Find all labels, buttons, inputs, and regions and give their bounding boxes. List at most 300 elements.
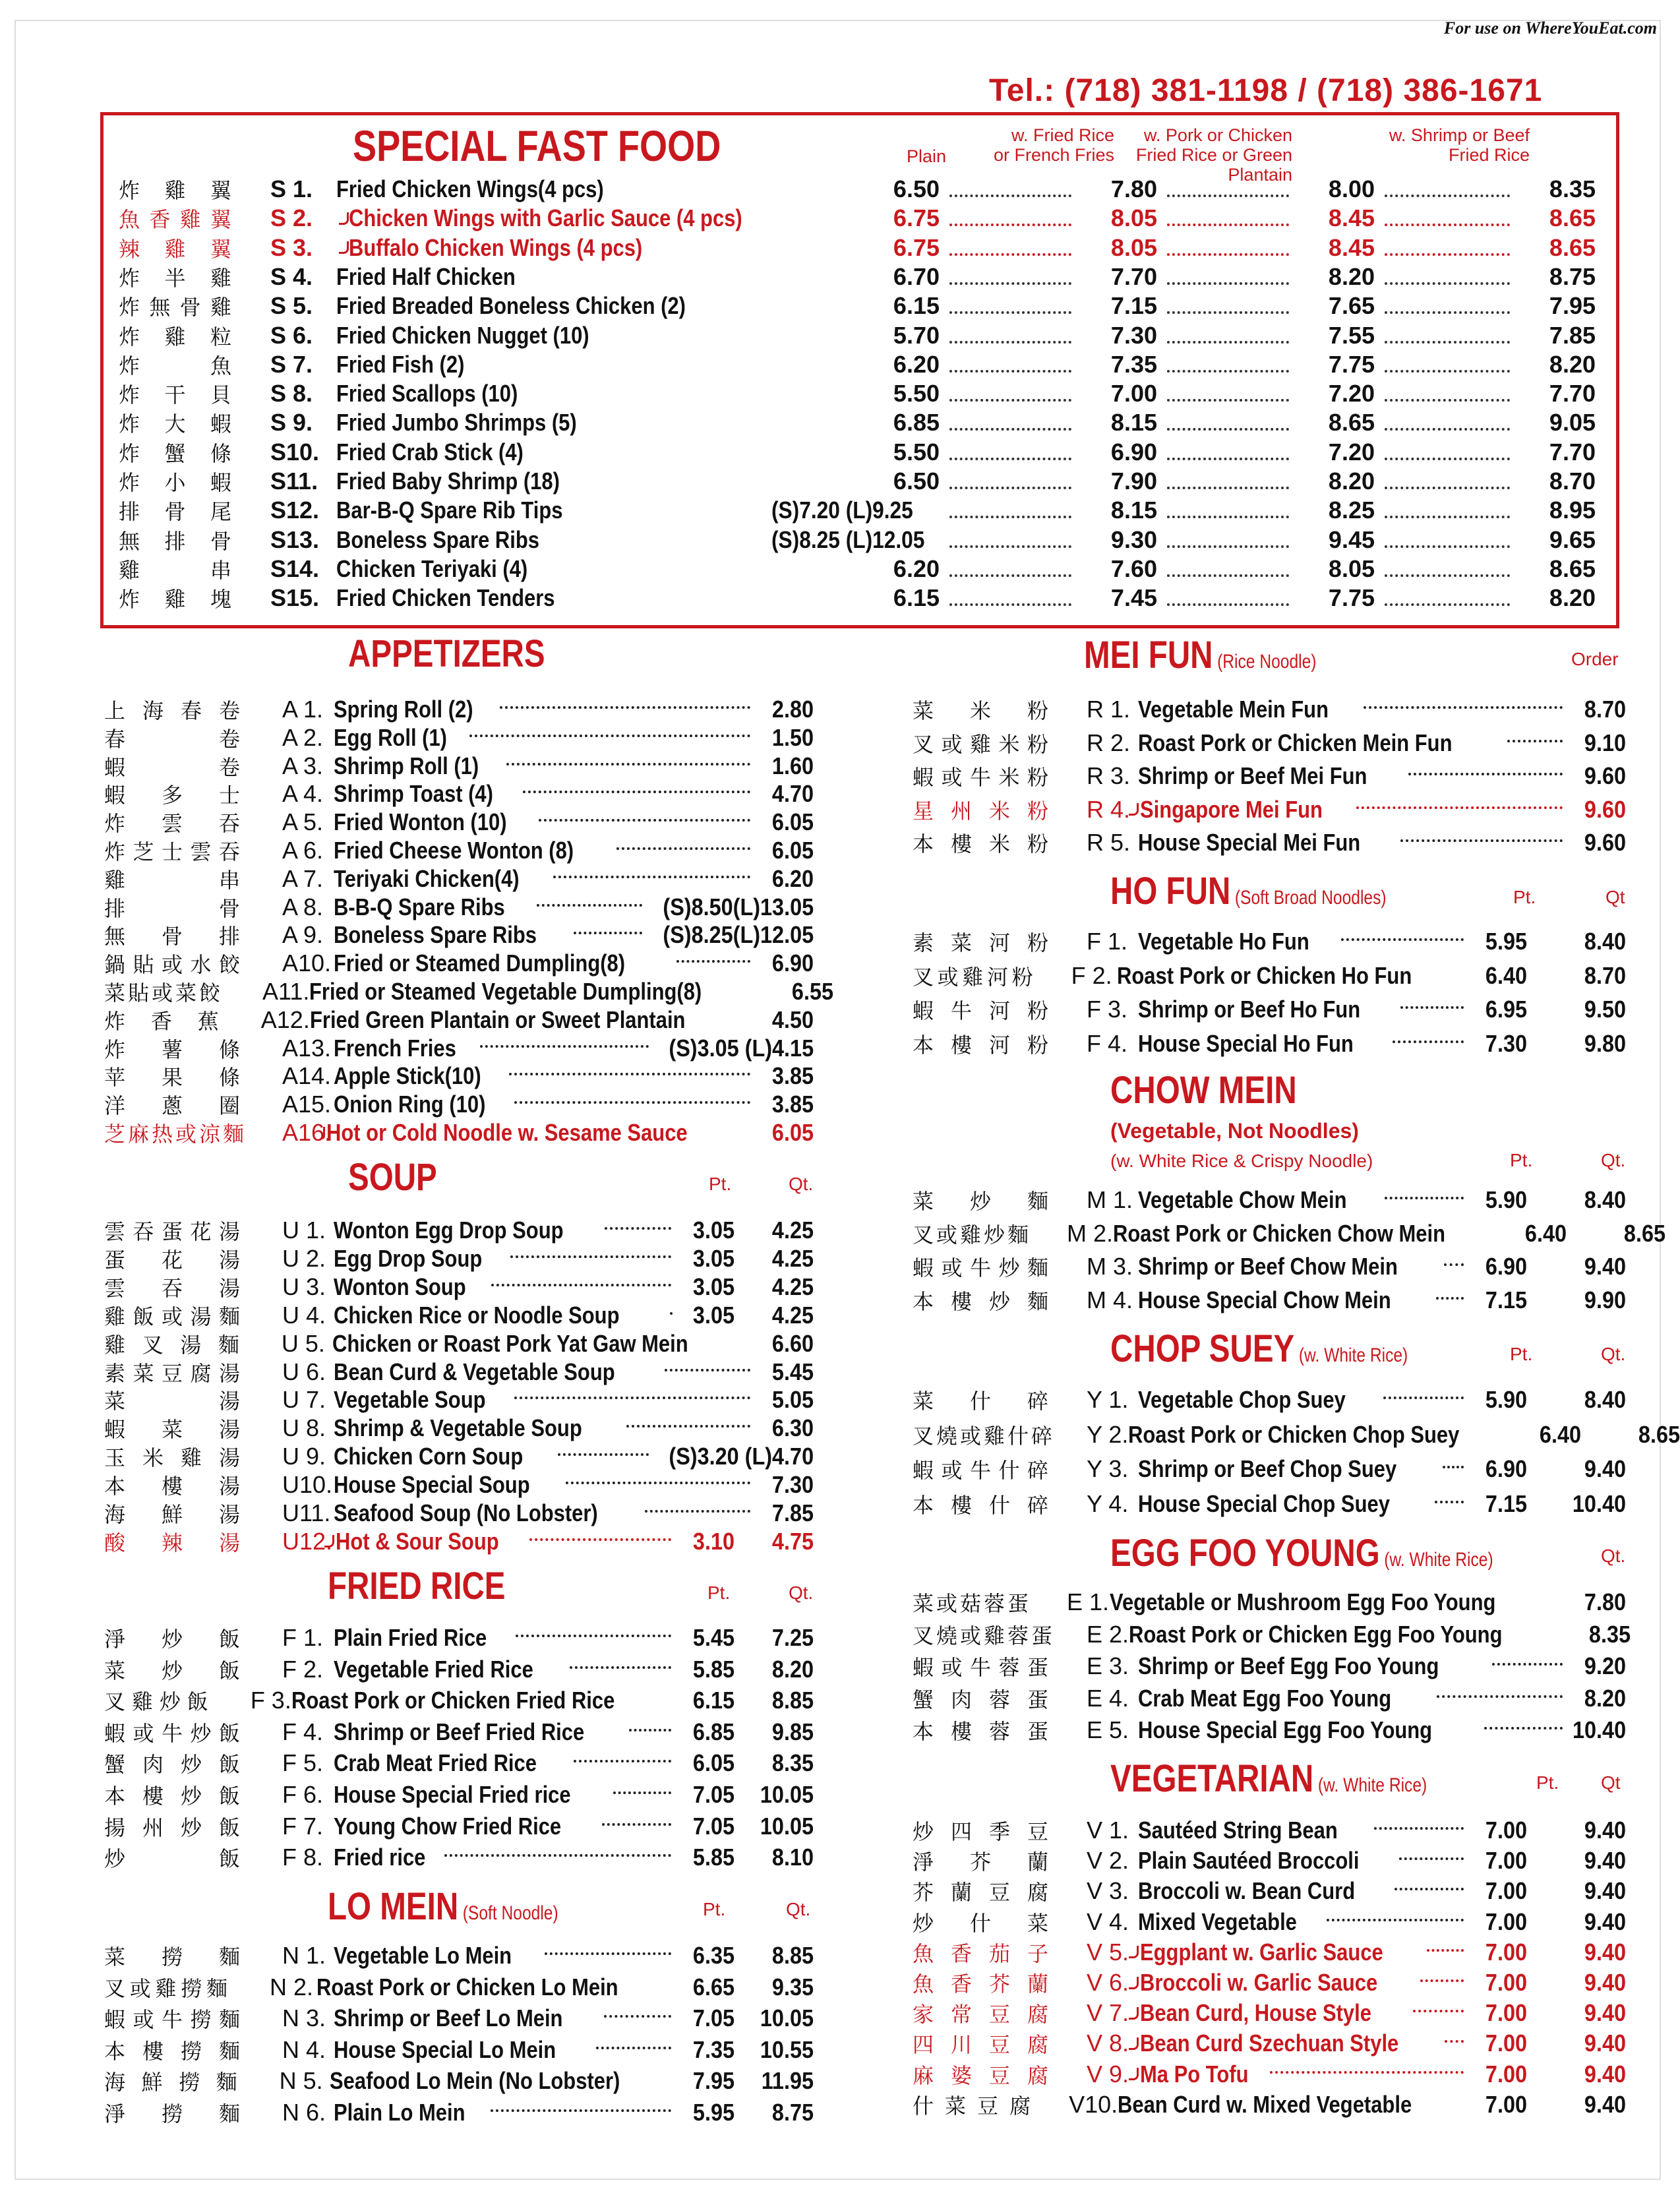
dot-leader xyxy=(1167,487,1289,489)
item-name: House Special Mei Fun xyxy=(1138,829,1361,856)
item-name: Wonton Egg Drop Soup xyxy=(334,1217,564,1244)
dot-leader xyxy=(596,2047,671,2049)
item-price-pint: 5.95 xyxy=(1485,928,1527,955)
dot-leader xyxy=(1167,545,1289,548)
menu-item-row xyxy=(104,1623,814,1652)
item-code: U 9. xyxy=(282,1443,326,1470)
menu-item-row xyxy=(104,1329,814,1358)
dot-leader xyxy=(1507,740,1563,742)
item-code: F 7. xyxy=(282,1812,324,1840)
menu-item-row xyxy=(104,1062,814,1091)
item-code: V 6. xyxy=(1087,1969,1129,1996)
item-price-pint: 6.35 xyxy=(692,1942,735,1969)
section-title xyxy=(328,1884,558,1929)
menu-item-row xyxy=(104,1442,814,1471)
item-price: 7.55 xyxy=(1328,321,1375,349)
menu-item-row xyxy=(104,1358,814,1387)
dot-leader xyxy=(1427,1949,1464,1952)
item-code: R 5. xyxy=(1087,829,1131,856)
dot-leader xyxy=(1385,282,1510,285)
menu-item-row xyxy=(104,2035,814,2064)
column-header: Qt. xyxy=(789,1174,814,1194)
item-code: M 4. xyxy=(1087,1286,1133,1313)
dot-leader xyxy=(676,960,750,963)
dot-leader xyxy=(1167,311,1289,314)
dot-leader xyxy=(613,1791,671,1794)
menu-item-row xyxy=(104,1812,814,1841)
section-subtitle: (Rice Noodle) xyxy=(1217,651,1317,673)
dot-leader xyxy=(949,516,1071,518)
menu-item-row xyxy=(104,752,814,781)
dot-leader xyxy=(1400,839,1563,842)
item-price-pint: 5.95 xyxy=(692,2098,735,2126)
item-code: N 1. xyxy=(282,1942,326,1969)
item-chinese-name: 炸魚 xyxy=(119,353,234,378)
item-code: M 1. xyxy=(1087,1186,1133,1213)
item-code: A 4. xyxy=(282,780,324,808)
item-price: 6.55 xyxy=(791,978,833,1005)
item-chinese-name: 四川豆腐 xyxy=(913,2032,1051,2058)
item-price: 8.15 xyxy=(1110,409,1157,436)
item-name: Bean Curd & Vegetable Soup xyxy=(334,1358,615,1385)
item-name: Shrimp or Beef Chow Mein xyxy=(1138,1253,1398,1280)
menu-item-row xyxy=(104,1470,814,1499)
item-chinese-name: 炒飯 xyxy=(104,1846,243,1872)
menu-item-row xyxy=(104,949,814,978)
item-chinese-name: 本樓什碎 xyxy=(913,1492,1051,1518)
item-code: V 4. xyxy=(1087,1908,1129,1935)
dot-leader xyxy=(1385,603,1510,606)
column-header: Pt. xyxy=(1510,1344,1533,1364)
item-code: A15. xyxy=(282,1091,332,1118)
item-price: 9.30 xyxy=(1110,526,1157,553)
item-price-quart: 8.85 xyxy=(771,1687,814,1714)
item-code: N 3. xyxy=(282,2004,326,2031)
item-price-pint: 3.10 xyxy=(692,1527,735,1555)
item-code: F 4. xyxy=(282,1718,324,1745)
item-name: Eggplant w. Garlic Sauce xyxy=(1140,1938,1383,1966)
dot-leader xyxy=(1444,1263,1464,1266)
item-code: A 8. xyxy=(282,893,324,920)
item-name: Shrimp or Beef Ho Fun xyxy=(1138,996,1361,1023)
item-price: 9.05 xyxy=(1549,409,1596,436)
item-chinese-name: 炸蟹條 xyxy=(119,440,234,466)
item-name: Vegetable Fried Rice xyxy=(334,1655,533,1683)
column-header: Pt. xyxy=(1513,887,1536,907)
dot-leader xyxy=(1436,1297,1464,1300)
item-code: R 2. xyxy=(1087,729,1131,756)
item-price: 6.15 xyxy=(893,584,940,612)
item-name: Fried Chicken Nugget (10) xyxy=(336,321,589,349)
item-price: 9.45 xyxy=(1328,526,1375,553)
item-price-pint: 7.00 xyxy=(1485,1908,1527,1935)
item-code: A 3. xyxy=(282,752,324,779)
item-name: Vegetable Mein Fun xyxy=(1138,696,1329,723)
item-price: 6.20 xyxy=(893,350,940,378)
item-price: 9.10 xyxy=(1584,729,1626,756)
item-price-quart: 9.40 xyxy=(1584,1455,1626,1482)
menu-item-row xyxy=(104,1843,814,1872)
hot-spicy-icon xyxy=(339,212,349,225)
menu-item-row xyxy=(913,1286,1626,1315)
item-chinese-name: 淨撈麵 xyxy=(104,2101,243,2126)
item-price-quart: 9.50 xyxy=(1584,996,1626,1023)
item-code: V 2. xyxy=(1087,1847,1129,1875)
menu-item-row xyxy=(913,1029,1626,1058)
item-name: Seafood Soup (No Lobster) xyxy=(334,1499,598,1526)
item-chinese-name: 雲吞湯 xyxy=(104,1275,243,1301)
hot-spicy-icon xyxy=(1129,2007,1139,2020)
section-title-text: EGG FOO YOUNG xyxy=(1110,1532,1380,1575)
item-price-pint: 7.05 xyxy=(692,1781,735,1808)
menu-item-row xyxy=(913,1938,1626,1967)
item-price: 6.75 xyxy=(893,204,940,232)
dot-leader xyxy=(645,1510,750,1513)
dot-leader xyxy=(949,487,1071,489)
dot-leader xyxy=(1364,706,1563,709)
section-subtitle: (w. White Rice & Crispy Noodle) xyxy=(1110,1151,1373,1171)
menu-item-row xyxy=(913,1816,1626,1845)
dot-leader xyxy=(553,876,750,878)
menu-item-row xyxy=(913,995,1626,1024)
item-price-pint: 6.40 xyxy=(1485,961,1527,989)
item-name: Bar-B-Q Spare Rib Tips xyxy=(336,497,563,524)
dot-leader xyxy=(949,341,1071,344)
menu-item-row xyxy=(104,1499,814,1528)
item-chinese-name: 炒四季豆 xyxy=(913,1819,1051,1844)
menu-item-row xyxy=(104,2066,814,2095)
menu-item-row xyxy=(104,695,814,724)
menu-item-row xyxy=(913,1620,1631,1649)
item-price-quart: 10.40 xyxy=(1572,1490,1626,1517)
item-price-quart: 8.40 xyxy=(1584,1386,1626,1413)
section-title xyxy=(1110,1757,1427,1801)
section-subtitle: (w. White Rice) xyxy=(1298,1344,1408,1366)
section-title xyxy=(1110,1068,1297,1112)
dot-leader xyxy=(566,1482,750,1484)
item-chinese-name: 芝麻热或涼麵 xyxy=(104,1122,247,1147)
item-code: A16. xyxy=(282,1119,332,1146)
item-code: A 1. xyxy=(282,696,324,723)
dot-leader xyxy=(629,1729,671,1731)
item-name: Chicken Corn Soup xyxy=(334,1443,524,1470)
item-name: French Fries xyxy=(334,1034,456,1062)
item-name: Shrimp or Beef Fried Rice xyxy=(334,1718,585,1745)
item-price: 6.60 xyxy=(771,1329,814,1357)
item-code: N 2. xyxy=(269,1973,313,2001)
section-title xyxy=(328,1564,506,1608)
item-chinese-name: 什菜豆腐 xyxy=(913,2093,1034,2119)
item-code: U 8. xyxy=(282,1414,326,1442)
item-chinese-name: 蝦卷 xyxy=(104,754,243,780)
item-name: Shrimp or Beef Mei Fun xyxy=(1138,762,1367,789)
item-chinese-name: 菜炒飯 xyxy=(104,1658,243,1683)
item-price-quart: 9.40 xyxy=(1584,1847,1626,1875)
item-price-quart: 8.40 xyxy=(1584,928,1626,955)
item-price-pint: 6.65 xyxy=(692,1973,735,2001)
menu-item-row xyxy=(913,2060,1626,2089)
menu-item-row xyxy=(104,893,814,922)
item-name: Vegetable Lo Mein xyxy=(334,1942,512,1969)
item-chinese-name: 炸無骨雞 xyxy=(119,295,234,320)
item-code: M 3. xyxy=(1087,1253,1133,1280)
item-name: Plain Sautéed Broccoli xyxy=(1138,1847,1360,1875)
item-chinese-name: 雞飯或湯麵 xyxy=(104,1304,243,1329)
item-name: Chicken Teriyaki (4) xyxy=(336,555,528,582)
item-code: Y 2. xyxy=(1087,1420,1129,1448)
item-price-quart: 10.55 xyxy=(760,2035,814,2063)
item-price: 6.05 xyxy=(771,837,814,864)
item-code: U 2. xyxy=(282,1244,326,1272)
item-price: 6.70 xyxy=(893,262,940,290)
item-name: Young Chow Fried Rice xyxy=(334,1812,562,1840)
item-name: Roast Pork or Chicken Ho Fun xyxy=(1116,961,1412,989)
menu-item-row xyxy=(104,1686,814,1715)
menu-item-row xyxy=(104,1973,814,2002)
menu-item-row xyxy=(104,836,814,865)
hot-spicy-icon xyxy=(1129,803,1139,816)
item-name: Apple Stick(10) xyxy=(334,1062,481,1090)
dot-leader xyxy=(1167,516,1289,518)
item-chinese-name: 素菜豆腐湯 xyxy=(104,1360,243,1386)
item-price: 8.25 xyxy=(1328,497,1375,524)
dot-leader xyxy=(1385,516,1510,518)
item-price: 7.75 xyxy=(1328,350,1375,378)
item-price: 6.90 xyxy=(1110,438,1157,466)
item-price-pint: 3.05 xyxy=(692,1273,735,1300)
dot-leader xyxy=(1167,603,1289,606)
dot-leader xyxy=(1420,1979,1464,1982)
dot-leader xyxy=(1385,311,1510,314)
menu-item-row xyxy=(913,1877,1626,1906)
dot-leader xyxy=(491,2109,671,2112)
dot-leader xyxy=(1167,224,1289,226)
dot-leader xyxy=(949,574,1071,577)
item-code: V 7. xyxy=(1087,1999,1129,2027)
item-name: Broccoli w. Garlic Sauce xyxy=(1140,1969,1378,1996)
item-price-quart: 8.35 xyxy=(771,1749,814,1777)
dot-leader xyxy=(949,428,1071,431)
item-price-pint: 7.05 xyxy=(692,2004,735,2031)
item-price: 7.20 xyxy=(1328,438,1375,466)
menu-item-row xyxy=(104,1216,814,1245)
item-code: S14. xyxy=(270,555,320,582)
menu-item-row xyxy=(104,779,814,808)
section-title-text: MEI FUN xyxy=(1084,634,1213,677)
menu-item-row xyxy=(104,864,814,893)
item-name: Fried Cheese Wonton (8) xyxy=(334,837,574,864)
item-chinese-name: 菜貼或菜餃 xyxy=(104,980,224,1006)
item-chinese-name: 玉米雞湯 xyxy=(104,1445,243,1471)
item-price: 7.60 xyxy=(1110,555,1157,582)
dot-leader xyxy=(1356,806,1563,809)
item-price: 6.30 xyxy=(771,1414,814,1442)
item-price: (S)3.05 (L)4.15 xyxy=(669,1034,814,1062)
item-price: 7.65 xyxy=(1328,292,1375,320)
item-chinese-name: 苹果條 xyxy=(104,1065,243,1091)
item-name: Fried Scallops (10) xyxy=(336,380,518,407)
item-code: A12. xyxy=(260,1006,310,1033)
item-price-pint: 7.00 xyxy=(1485,1817,1527,1844)
item-price: 8.65 xyxy=(1328,409,1375,436)
item-price-quart: 9.40 xyxy=(1584,2090,1626,2118)
item-chinese-name: 排骨尾 xyxy=(119,499,234,525)
item-price: 8.95 xyxy=(1549,497,1596,524)
dot-leader xyxy=(537,904,642,907)
column-header: Order xyxy=(1571,649,1619,669)
item-price-pint: 7.15 xyxy=(1485,1286,1527,1313)
item-price: 7.30 xyxy=(771,1471,814,1499)
dot-leader xyxy=(1167,253,1289,256)
dot-leader xyxy=(949,253,1071,256)
item-name: Onion Ring (10) xyxy=(334,1091,486,1118)
item-name: House Special Ho Fun xyxy=(1138,1029,1354,1057)
item-price-pint: 5.45 xyxy=(692,1624,735,1651)
item-price: 8.35 xyxy=(1588,1620,1631,1648)
item-code: U 7. xyxy=(282,1386,326,1414)
item-price-pint: 5.90 xyxy=(1485,1386,1527,1413)
item-name: Fried Breaded Boneless Chicken (2) xyxy=(336,292,686,320)
item-chinese-name: 本樓米粉 xyxy=(913,831,1051,857)
menu-item-row xyxy=(104,2098,814,2127)
item-price: 8.05 xyxy=(1328,555,1375,582)
item-code: F 3. xyxy=(250,1687,291,1714)
item-chinese-name: 炸干貝 xyxy=(119,382,234,408)
item-code: S 2. xyxy=(270,204,313,232)
item-name: Boneless Spare Ribs xyxy=(334,921,537,949)
menu-item-row xyxy=(104,1034,814,1063)
menu-item-row xyxy=(913,729,1626,758)
item-price-quart: 8.40 xyxy=(1584,1186,1626,1213)
item-price: 6.20 xyxy=(893,555,940,582)
menu-item-row xyxy=(913,1588,1626,1617)
dot-leader xyxy=(1167,370,1289,373)
item-price: 10.40 xyxy=(1572,1716,1626,1743)
item-code: A 6. xyxy=(282,837,324,864)
dot-leader xyxy=(1413,2010,1464,2012)
item-chinese-name: 雞串 xyxy=(104,867,243,893)
item-price: 1.50 xyxy=(771,723,814,751)
item-price-quart: 8.85 xyxy=(771,1942,814,1969)
item-price: 6.50 xyxy=(893,175,940,202)
item-code: S10. xyxy=(270,438,320,466)
dot-leader xyxy=(1399,1857,1464,1860)
item-name: Fried Green Plantain or Sweet Plantain xyxy=(309,1006,686,1033)
item-price-pint: 3.05 xyxy=(692,1301,735,1329)
dot-leader xyxy=(665,1369,750,1371)
section-title xyxy=(1110,869,1387,913)
menu-item-row xyxy=(913,1684,1626,1713)
item-code: A13. xyxy=(282,1034,332,1062)
section-title-text: HO FUN xyxy=(1110,870,1231,913)
item-price: 7.80 xyxy=(1110,175,1157,202)
item-code: V 1. xyxy=(1087,1817,1129,1844)
dot-leader xyxy=(1395,1888,1464,1890)
dot-leader xyxy=(1385,545,1510,548)
menu-item-row xyxy=(913,1716,1626,1745)
item-chinese-name: 蝦多士 xyxy=(104,783,243,808)
menu-item-row xyxy=(913,1846,1626,1875)
dot-leader xyxy=(949,282,1071,285)
item-name: Hot or Cold Noodle w. Sesame Sauce xyxy=(326,1119,688,1146)
item-code: U10. xyxy=(282,1471,333,1499)
item-code: M 2. xyxy=(1067,1219,1114,1247)
item-price: 8.20 xyxy=(1549,350,1596,378)
menu-item-row xyxy=(913,927,1626,956)
item-name: Shrimp & Vegetable Soup xyxy=(334,1414,582,1442)
dot-leader xyxy=(1167,282,1289,285)
item-name: Vegetable Ho Fun xyxy=(1138,928,1309,955)
column-header: Pt. xyxy=(1510,1150,1533,1170)
item-price: 9.60 xyxy=(1584,795,1626,823)
section-subtitle: (Vegetable, Not Noodles) xyxy=(1110,1119,1359,1143)
item-price: 8.45 xyxy=(1328,233,1375,261)
item-name: Spring Roll (2) xyxy=(334,696,473,723)
item-chinese-name: 本樓炒飯 xyxy=(104,1784,243,1809)
item-code: S 8. xyxy=(270,380,313,407)
item-price-pint: 5.90 xyxy=(1485,1186,1527,1213)
item-price: 6.90 xyxy=(771,949,814,977)
item-code: S15. xyxy=(270,584,320,612)
item-price: 9.20 xyxy=(1584,1652,1626,1679)
item-price: 7.85 xyxy=(771,1499,814,1526)
section-title-text: LO MEIN xyxy=(328,1885,459,1928)
item-price: 2.80 xyxy=(771,696,814,723)
item-price-pint: 6.90 xyxy=(1485,1455,1527,1482)
item-price-pint: 7.00 xyxy=(1485,2060,1527,2088)
item-price: 3.85 xyxy=(771,1091,814,1118)
menu-item-row xyxy=(104,1414,814,1443)
item-price: 8.00 xyxy=(1328,175,1375,202)
item-price-pint: 3.05 xyxy=(692,1217,735,1244)
item-code: U 1. xyxy=(282,1217,326,1244)
dot-leader xyxy=(1167,428,1289,431)
item-price-pint: 6.15 xyxy=(692,1687,735,1714)
item-code: S 6. xyxy=(270,321,313,349)
item-price-pint: 7.95 xyxy=(692,2067,735,2094)
column-header: Qt xyxy=(1601,1772,1621,1793)
item-name: Teriyaki Chicken(4) xyxy=(334,864,520,892)
item-price-quart: 4.75 xyxy=(771,1527,814,1555)
item-chinese-name: 蝦或牛什碎 xyxy=(913,1458,1051,1483)
item-price-pint: 5.85 xyxy=(692,1655,735,1683)
section-title xyxy=(348,632,545,676)
item-code: A 7. xyxy=(282,864,324,892)
item-price: 7.20 xyxy=(1328,380,1375,407)
menu-item-row xyxy=(104,723,814,752)
item-chinese-name: 蟹肉蓉蛋 xyxy=(913,1687,1051,1712)
item-price: 8.20 xyxy=(1549,584,1596,612)
item-name: Fried or Steamed Vegetable Dumpling(8) xyxy=(309,978,702,1005)
item-code: N 5. xyxy=(279,2067,323,2094)
menu-item-row xyxy=(104,808,814,837)
dot-leader xyxy=(602,1823,671,1826)
item-code: U 3. xyxy=(282,1273,326,1300)
section-subtitle: (Soft Broad Noodles) xyxy=(1234,887,1387,909)
dot-leader xyxy=(949,311,1071,314)
menu-item-row xyxy=(104,977,833,1006)
dot-leader xyxy=(1385,574,1510,577)
item-chinese-name: 辣雞翼 xyxy=(119,236,234,262)
item-price: 6.05 xyxy=(771,1119,814,1146)
dot-leader xyxy=(1385,487,1510,489)
item-code: E 4. xyxy=(1087,1684,1129,1712)
item-price-pint: 7.00 xyxy=(1485,2030,1527,2057)
item-chinese-name: 魚香茄子 xyxy=(913,1941,1051,1966)
item-name: B-B-Q Spare Ribs xyxy=(334,893,505,920)
item-name: Fried Fish (2) xyxy=(336,350,465,378)
item-code: E 3. xyxy=(1087,1652,1129,1679)
